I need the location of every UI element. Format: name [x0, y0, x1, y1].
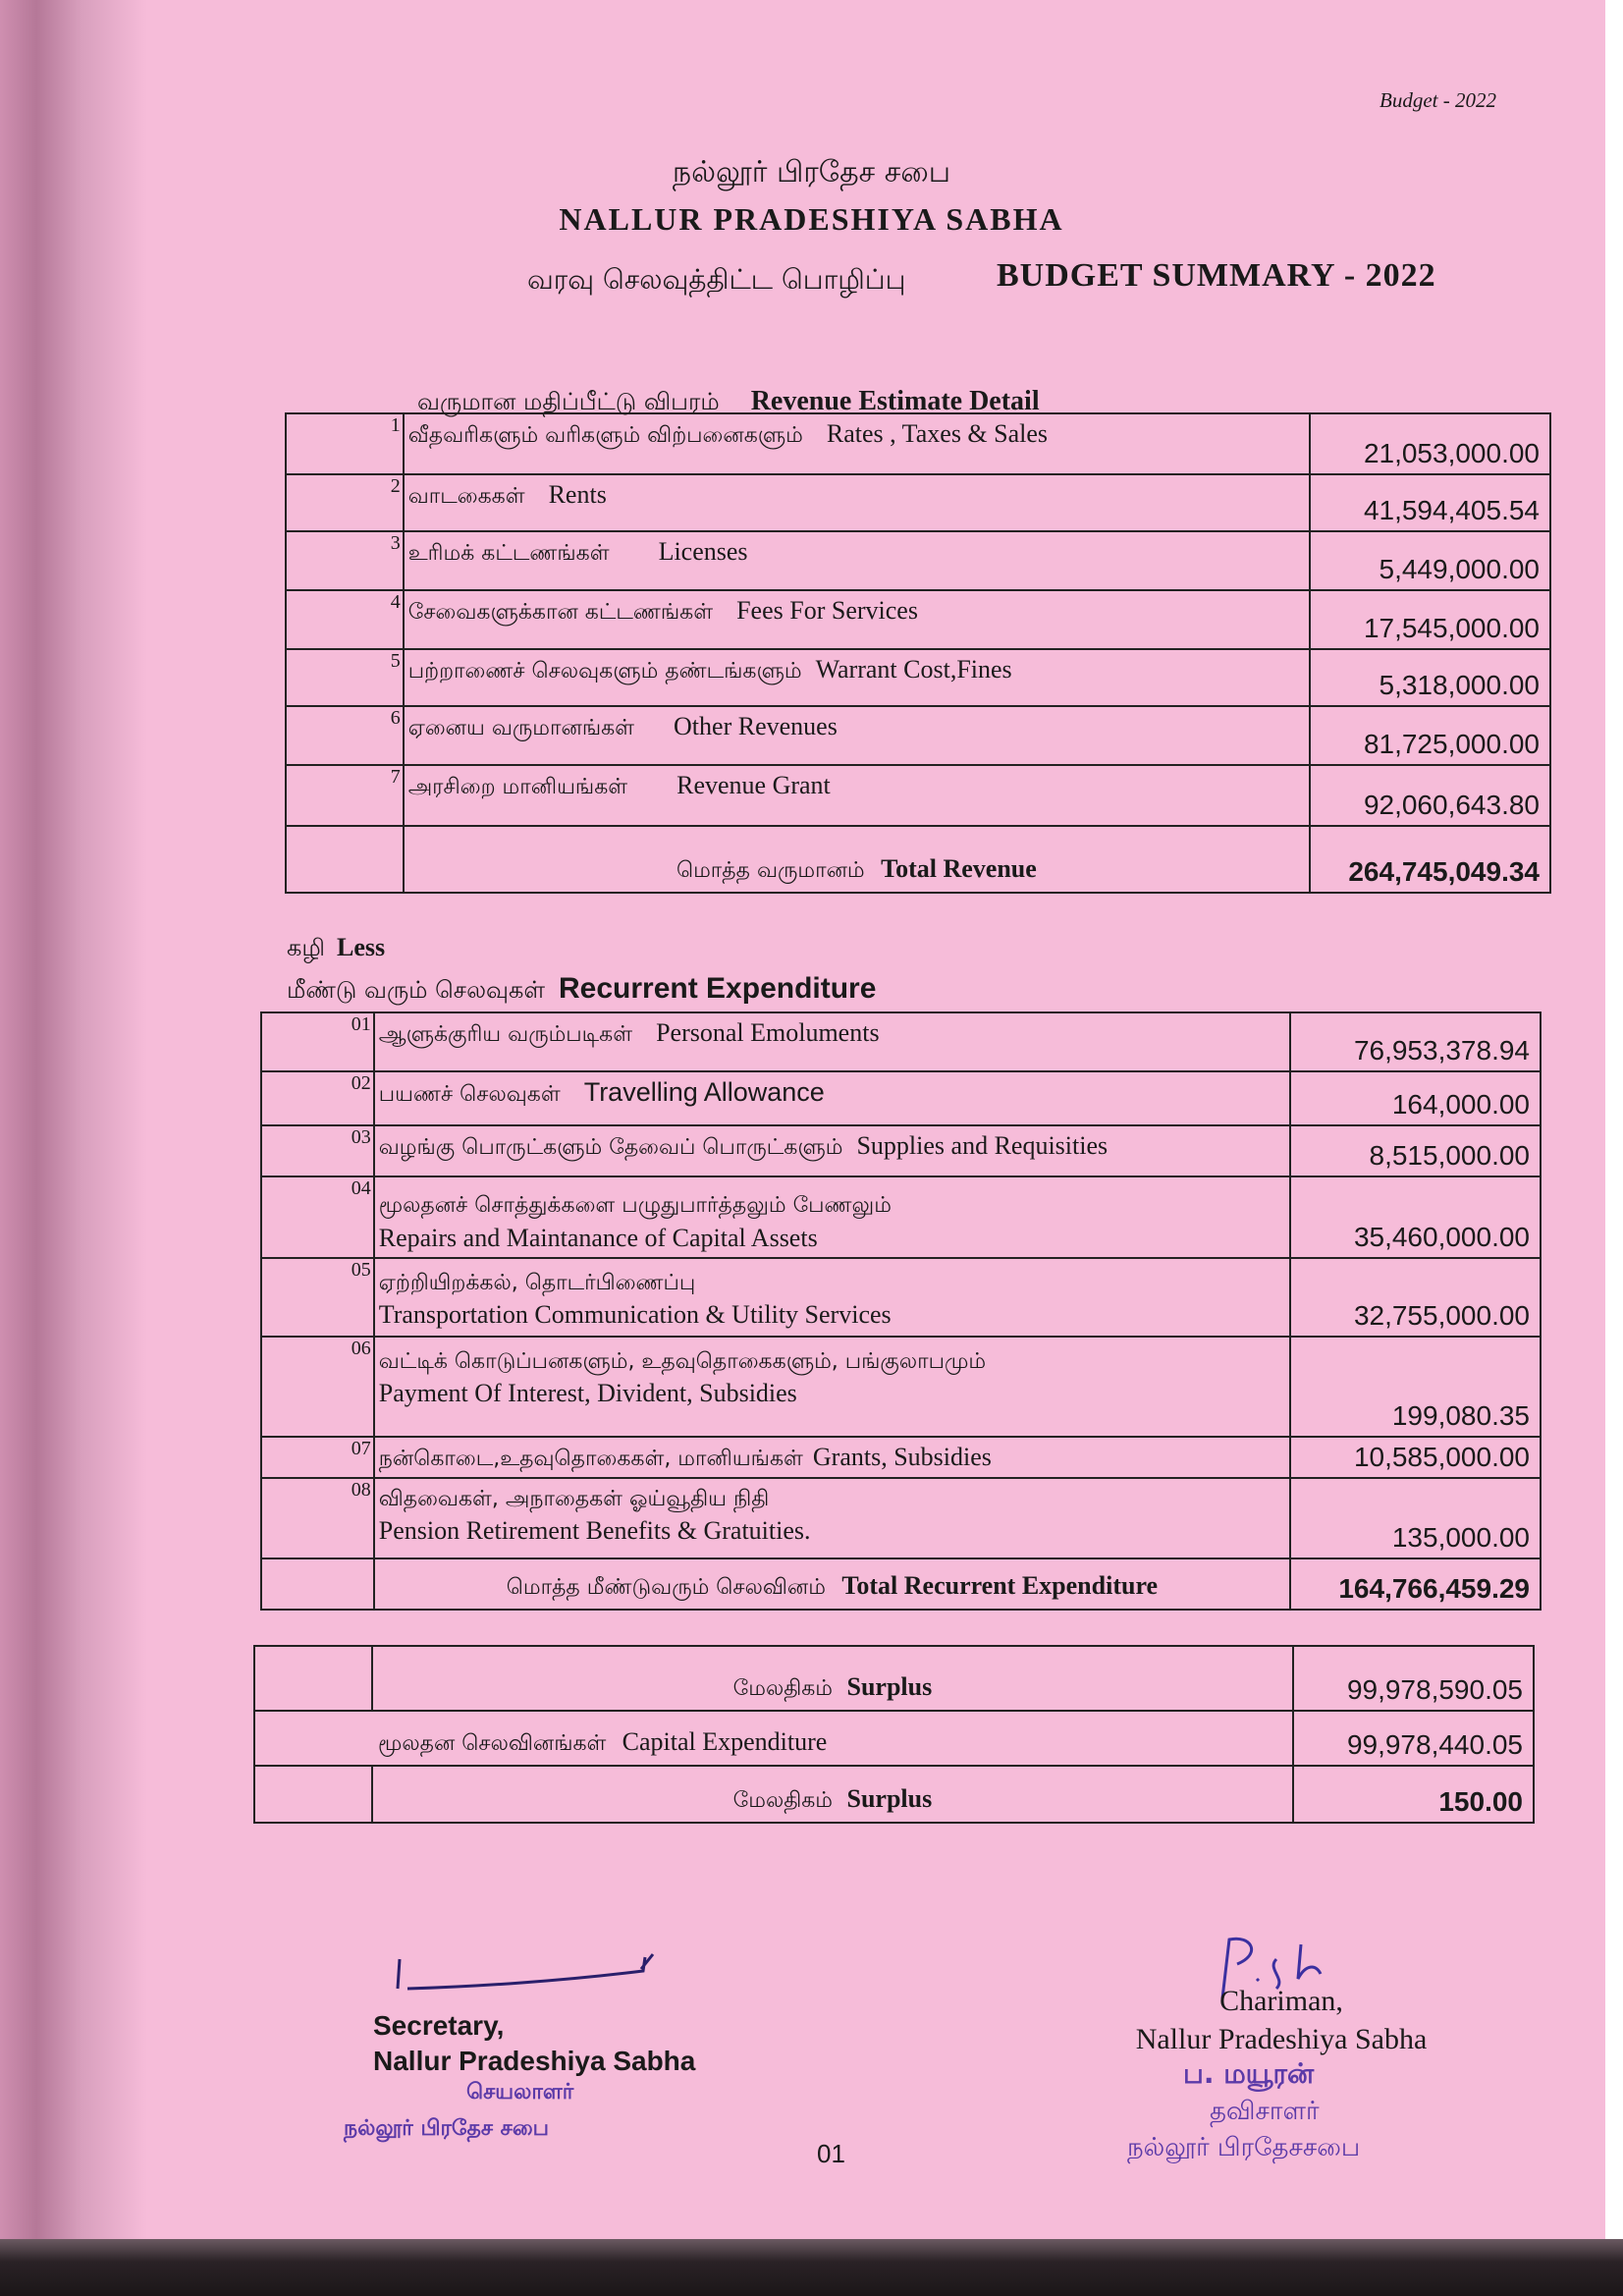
surplus-label-tamil: மேலதிகம் — [732, 1676, 834, 1701]
total-amount: 164,766,459.29 — [1290, 1558, 1541, 1610]
table-row — [261, 1258, 1541, 1337]
chairman-title: Chariman, — [1219, 1985, 1343, 2017]
row-label-english: Licenses — [658, 537, 748, 566]
chairman-block — [1109, 1982, 1453, 2058]
row-label-english: Rents — [548, 480, 607, 509]
row-label-english: Warrant Cost,Fines — [815, 655, 1012, 683]
total-label-english: Total Revenue — [881, 854, 1037, 883]
title-tamil: நல்லூர் பிரதேச சபை — [672, 155, 951, 190]
row-label-english: Supplies and Requisities — [856, 1131, 1109, 1160]
revenue-table — [285, 412, 1551, 894]
page-binding-shadow — [0, 0, 147, 2296]
chairman-stamp-role: தவிசாளர் — [1210, 2097, 1320, 2126]
surplus-label-english: Surplus — [846, 1672, 933, 1701]
row-index: 5 — [286, 649, 404, 706]
scan-bottom-edge — [0, 2239, 1623, 2296]
row-amount: 135,000.00 — [1290, 1478, 1541, 1558]
row-amount: 41,594,405.54 — [1310, 474, 1550, 531]
row-amount: 17,545,000.00 — [1310, 590, 1550, 649]
secretary-stamp-role: செயலாளர் — [466, 2080, 574, 2105]
row-index: 07 — [261, 1437, 374, 1478]
secretary-block — [373, 2008, 695, 2080]
table-row — [286, 474, 1550, 531]
row-index: 01 — [261, 1012, 374, 1071]
row-label-english: Transportation Communication & Utility Services — [378, 1300, 892, 1330]
row-label-tamil: பற்றாணைச் செலவுகளும் தண்டங்களும் — [407, 659, 802, 683]
row-label-tamil: ஏற்றியிறக்கல், தொடர்பிணைப்பு — [378, 1270, 696, 1295]
total-amount: 264,745,049.34 — [1310, 826, 1550, 893]
row-label-english: Grants, Subsidies — [812, 1442, 992, 1471]
less-heading-english: Less — [336, 933, 386, 961]
final-surplus-label-english: Surplus — [846, 1784, 933, 1813]
table-row — [286, 706, 1550, 765]
final-surplus-label-tamil: மேலதிகம் — [732, 1788, 834, 1813]
subtitle-english: BUDGET SUMMARY - 2022 — [997, 257, 1436, 294]
row-label-tamil: பயணச் செலவுகள் — [378, 1082, 561, 1107]
row-amount: 76,953,378.94 — [1290, 1012, 1541, 1071]
row-label-english: Travelling Allowance — [583, 1077, 825, 1107]
chairman-stamp-org: நல்லூர் பிரதேசசபை — [1127, 2133, 1361, 2162]
row-index: 7 — [286, 765, 404, 826]
total-row — [261, 1558, 1541, 1610]
row-label-tamil: வாடகைகள் — [407, 484, 525, 509]
recurrent-heading — [287, 972, 876, 1007]
row-index: 06 — [261, 1337, 374, 1437]
table-row — [254, 1646, 1534, 1711]
secretary-title: Secretary, — [373, 2010, 505, 2041]
table-row — [261, 1337, 1541, 1437]
row-label-tamil: அரசிறை மானியங்கள் — [407, 775, 628, 799]
row-label-tamil: நன்கொடை,உதவுதொகைகள், மானியங்கள் — [378, 1446, 803, 1471]
row-index: 1 — [286, 413, 404, 474]
row-amount: 32,755,000.00 — [1290, 1258, 1541, 1337]
page-number: 01 — [817, 2139, 845, 2168]
row-index: 05 — [261, 1258, 374, 1337]
row-index: 04 — [261, 1176, 374, 1258]
row-amount: 10,585,000.00 — [1290, 1437, 1541, 1478]
row-amount: 5,318,000.00 — [1310, 649, 1550, 706]
table-row — [286, 649, 1550, 706]
table-row — [261, 1012, 1541, 1071]
capital-amount: 99,978,440.05 — [1293, 1711, 1534, 1766]
table-row — [261, 1176, 1541, 1258]
row-amount: 164,000.00 — [1290, 1071, 1541, 1125]
row-index: 02 — [261, 1071, 374, 1125]
row-amount: 21,053,000.00 — [1310, 413, 1550, 474]
row-label-tamil: வட்டிக் கொடுப்பனகளும், உதவுதொகைகளும், பங்குலாபமும் — [378, 1348, 987, 1374]
row-amount: 5,449,000.00 — [1310, 531, 1550, 590]
row-label-english: Fees For Services — [736, 596, 918, 625]
final-surplus-amount: 150.00 — [1293, 1766, 1534, 1823]
capital-label-tamil: மூலதன செலவினங்கள் — [378, 1731, 607, 1756]
secretary-signature — [388, 1930, 663, 2008]
row-label-english: Other Revenues — [674, 712, 838, 740]
table-row — [261, 1071, 1541, 1125]
secretary-stamp-org: நல்லூர் பிரதேச சபை — [344, 2116, 550, 2141]
secretary-org: Nallur Pradeshiya Sabha — [373, 2046, 696, 2077]
revenue-heading-english: Revenue Estimate Detail — [750, 386, 1040, 416]
table-row — [286, 413, 1550, 474]
chairman-stamp-name: ப. மயூரன் — [1183, 2057, 1315, 2090]
surplus-table — [253, 1645, 1535, 1824]
row-label-english: Rates , Taxes & Sales — [826, 419, 1049, 448]
capital-label-english: Capital Expenditure — [622, 1727, 828, 1756]
title-english: NALLUR PRADESHIYA SABHA — [559, 201, 1064, 237]
row-index: 2 — [286, 474, 404, 531]
total-row — [286, 826, 1550, 893]
recurrent-heading-english: Recurrent Expenditure — [559, 972, 877, 1005]
total-label-tamil: மொத்த மீண்டுவரும் செலவினம் — [506, 1574, 826, 1600]
row-index: 3 — [286, 531, 404, 590]
table-row — [261, 1437, 1541, 1478]
row-label-tamil: சேவைகளுக்கான கட்டணங்கள் — [407, 600, 714, 625]
row-index: 08 — [261, 1478, 374, 1558]
row-amount: 35,460,000.00 — [1290, 1176, 1541, 1258]
page-margin — [1605, 0, 1623, 2296]
row-label-tamil: விதவைகள், அநாதைகள் ஓய்வூதிய நிதி — [378, 1486, 770, 1511]
row-label-tamil: வீதவரிகளும் வரிகளும் விற்பனைகளும் — [407, 423, 803, 448]
subtitle-tamil: வரவு செலவுத்திட்ட பொழிப்பு — [527, 263, 906, 296]
table-row — [286, 531, 1550, 590]
row-label-tamil: உரிமக் கட்டணங்கள் — [407, 541, 610, 566]
chairman-org: Nallur Pradeshiya Sabha — [1135, 2023, 1428, 2055]
recurrent-heading-tamil: மீண்டு வரும் செலவுகள் — [287, 976, 545, 1004]
row-label-english: Revenue Grant — [676, 771, 831, 799]
row-amount: 8,515,000.00 — [1290, 1125, 1541, 1176]
row-amount: 81,725,000.00 — [1310, 706, 1550, 765]
row-label-english: Personal Emoluments — [656, 1018, 880, 1047]
table-row — [261, 1125, 1541, 1176]
row-index: 03 — [261, 1125, 374, 1176]
row-label-tamil: மூலதனச் சொத்துக்களை பழுதுபார்த்தலும் பேணலும் — [378, 1193, 892, 1218]
revenue-heading-tamil: வருமான மதிப்பீட்டு விபரம் — [417, 388, 720, 415]
surplus-amount: 99,978,590.05 — [1293, 1646, 1534, 1711]
row-index: 4 — [286, 590, 404, 649]
row-label-tamil: ஆளுக்குரிய வரும்படிகள் — [378, 1022, 633, 1047]
less-heading — [287, 933, 385, 964]
row-index: 6 — [286, 706, 404, 765]
row-amount: 199,080.35 — [1290, 1337, 1541, 1437]
table-row — [286, 765, 1550, 826]
row-label-english: Pension Retirement Benefits & Gratuities. — [378, 1516, 811, 1546]
row-label-tamil: ஏனைய வருமானங்கள் — [407, 716, 635, 740]
row-label-tamil: வழங்கு பொருட்களும் தேவைப் பொருட்களும் — [378, 1135, 843, 1160]
table-row — [261, 1478, 1541, 1558]
budget-tag: Budget - 2022 — [1380, 88, 1496, 112]
row-label-english: Repairs and Maintanance of Capital Assets — [378, 1223, 818, 1252]
row-label-english: Payment Of Interest, Divident, Subsidies — [378, 1379, 797, 1408]
recurrent-table — [260, 1011, 1542, 1611]
less-heading-tamil: கழி — [287, 934, 325, 961]
total-label-english: Total Recurrent Expenditure — [841, 1570, 1159, 1600]
table-row — [254, 1711, 1534, 1766]
total-label-tamil: மொத்த வருமானம் — [676, 858, 865, 883]
table-row — [286, 590, 1550, 649]
table-row — [254, 1766, 1534, 1823]
row-amount: 92,060,643.80 — [1310, 765, 1550, 826]
